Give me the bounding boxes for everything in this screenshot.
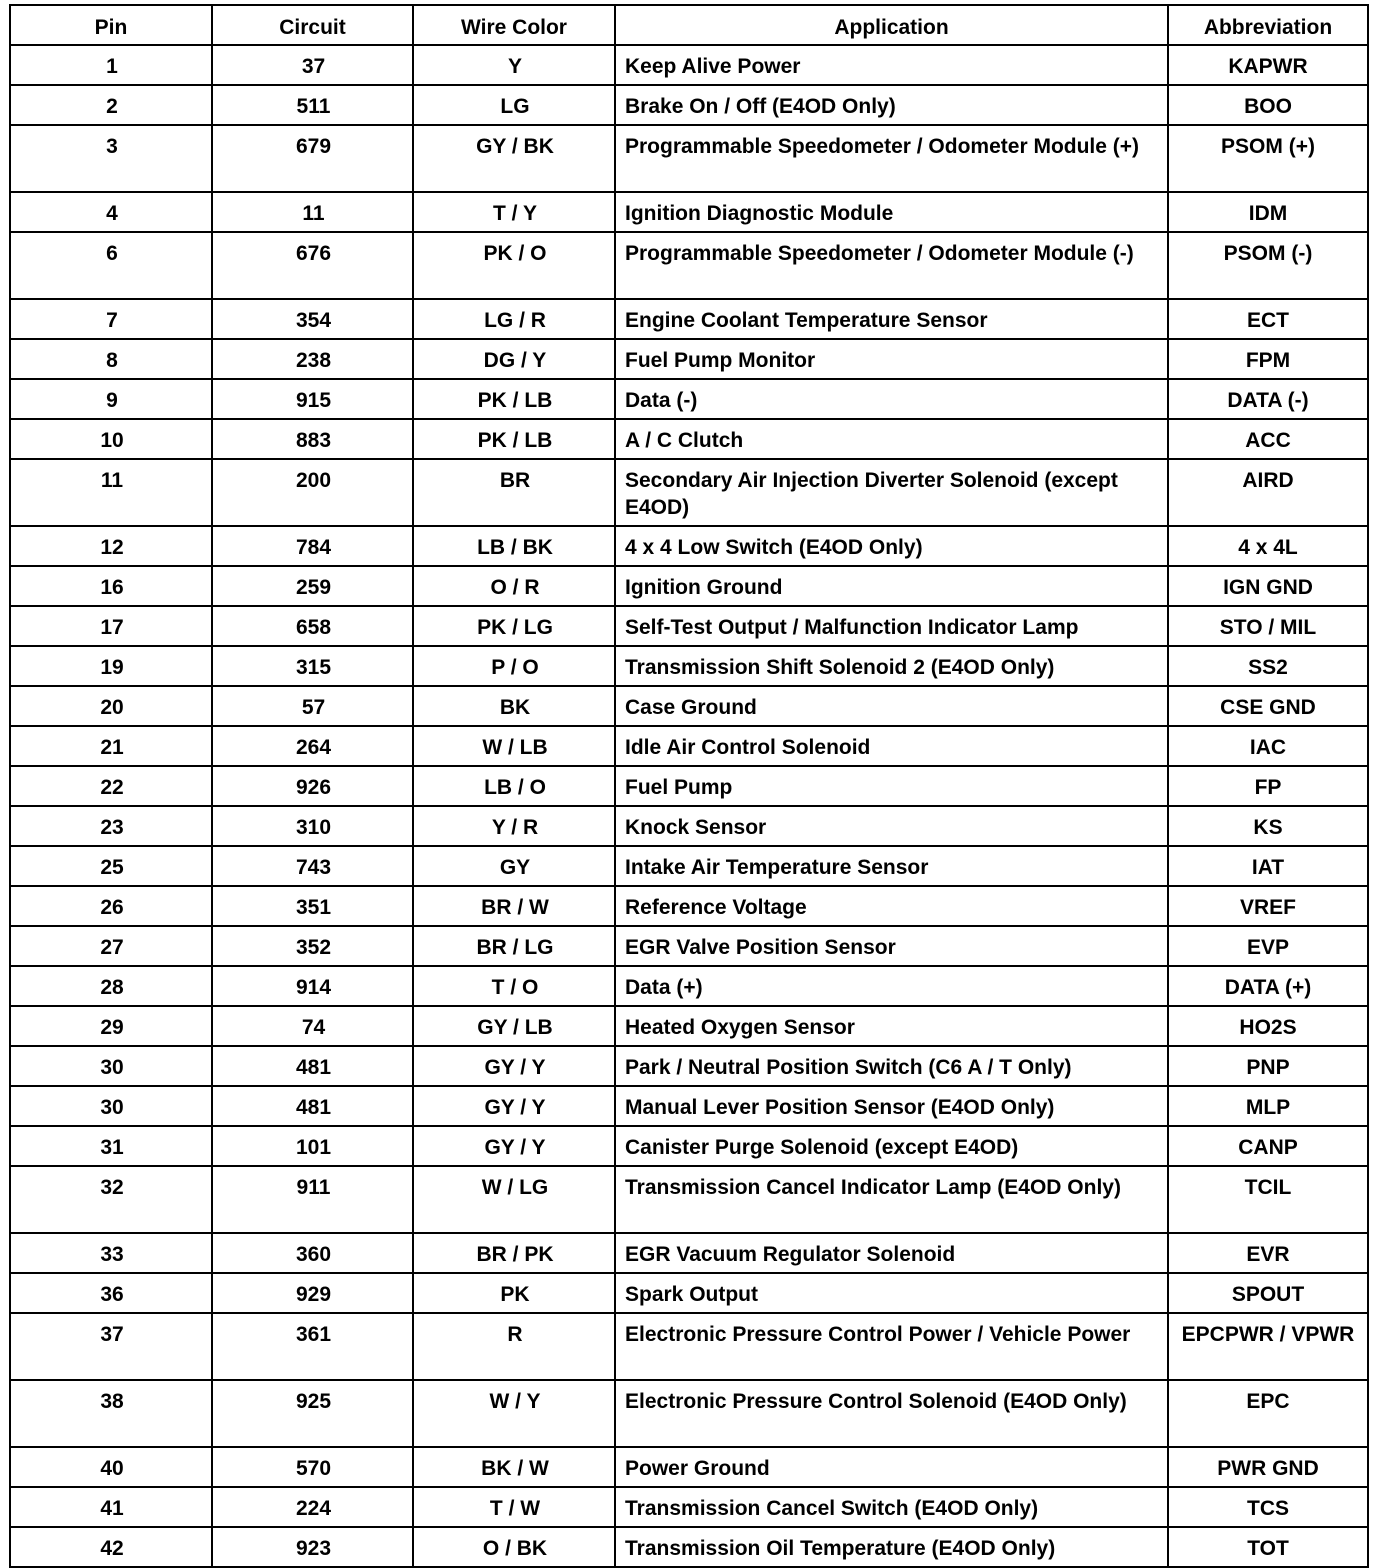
table-row [10, 1086, 1368, 1126]
wire-color-cell: PK / LG [413, 606, 615, 646]
wire-color-cell: GY / Y [413, 1126, 615, 1166]
wire-color-cell: PK / LB [413, 419, 615, 459]
circuit-cell: 926 [212, 766, 413, 806]
application-cell: Ignition Diagnostic Module [615, 192, 1168, 232]
table-row [10, 1313, 1368, 1380]
wire-color-cell: P / O [413, 646, 615, 686]
application-cell: Case Ground [615, 686, 1168, 726]
table-row [10, 1380, 1368, 1447]
application-cell: Secondary Air Injection Diverter Solenoid (except E4OD) [615, 459, 1168, 526]
circuit-cell: 57 [212, 686, 413, 726]
circuit-cell: 200 [212, 459, 413, 526]
table-row [10, 806, 1368, 846]
abbreviation-cell: EVR [1168, 1233, 1368, 1273]
application-cell: Transmission Cancel Indicator Lamp (E4OD Only) [615, 1166, 1168, 1233]
wire-color-cell: LB / O [413, 766, 615, 806]
wire-color-cell: GY / Y [413, 1046, 615, 1086]
abbreviation-cell: BOO [1168, 85, 1368, 125]
table-row [10, 1527, 1368, 1567]
wire-color-cell: LG / R [413, 299, 615, 339]
pin-cell: 29 [10, 1006, 212, 1046]
wire-color-cell: BK [413, 686, 615, 726]
circuit-cell: 310 [212, 806, 413, 846]
table-body [10, 45, 1368, 1567]
pin-cell: 33 [10, 1233, 212, 1273]
pin-cell: 40 [10, 1447, 212, 1487]
table-row [10, 526, 1368, 566]
application-cell: Programmable Speedometer / Odometer Module (+) [615, 125, 1168, 192]
table-row [10, 566, 1368, 606]
abbreviation-cell: EPC [1168, 1380, 1368, 1447]
application-cell: Idle Air Control Solenoid [615, 726, 1168, 766]
table-row [10, 85, 1368, 125]
pin-cell: 9 [10, 379, 212, 419]
pin-cell: 20 [10, 686, 212, 726]
abbreviation-cell: IAT [1168, 846, 1368, 886]
circuit-cell: 360 [212, 1233, 413, 1273]
application-cell: Spark Output [615, 1273, 1168, 1313]
circuit-cell: 315 [212, 646, 413, 686]
abbreviation-cell: KS [1168, 806, 1368, 846]
pin-cell: 38 [10, 1380, 212, 1447]
circuit-cell: 361 [212, 1313, 413, 1380]
circuit-cell: 570 [212, 1447, 413, 1487]
pin-cell: 16 [10, 566, 212, 606]
wire-color-cell: BR / LG [413, 926, 615, 966]
wire-color-cell: T / Y [413, 192, 615, 232]
abbreviation-cell: DATA (-) [1168, 379, 1368, 419]
pin-cell: 11 [10, 459, 212, 526]
wire-color-cell: BR / PK [413, 1233, 615, 1273]
circuit-cell: 101 [212, 1126, 413, 1166]
table-row [10, 299, 1368, 339]
pin-cell: 22 [10, 766, 212, 806]
table-row [10, 192, 1368, 232]
pin-cell: 12 [10, 526, 212, 566]
circuit-cell: 923 [212, 1527, 413, 1567]
pin-cell: 17 [10, 606, 212, 646]
circuit-cell: 74 [212, 1006, 413, 1046]
table-row [10, 125, 1368, 192]
table-row [10, 886, 1368, 926]
application-cell: Fuel Pump [615, 766, 1168, 806]
circuit-cell: 929 [212, 1273, 413, 1313]
abbreviation-cell: PNP [1168, 1046, 1368, 1086]
abbreviation-cell: TCIL [1168, 1166, 1368, 1233]
table-row [10, 1046, 1368, 1086]
table-row [10, 606, 1368, 646]
circuit-cell: 238 [212, 339, 413, 379]
abbreviation-cell: STO / MIL [1168, 606, 1368, 646]
pin-table [9, 4, 1369, 1568]
header-circuit: Circuit [212, 5, 413, 45]
circuit-cell: 676 [212, 232, 413, 299]
wire-color-cell: GY / LB [413, 1006, 615, 1046]
application-cell: Programmable Speedometer / Odometer Module (-) [615, 232, 1168, 299]
application-cell: A / C Clutch [615, 419, 1168, 459]
wire-color-cell: BR / W [413, 886, 615, 926]
header-pin: Pin [10, 5, 212, 45]
circuit-cell: 883 [212, 419, 413, 459]
table-row [10, 339, 1368, 379]
abbreviation-cell: FPM [1168, 339, 1368, 379]
pin-cell: 30 [10, 1046, 212, 1086]
circuit-cell: 264 [212, 726, 413, 766]
application-cell: Data (+) [615, 966, 1168, 1006]
wire-color-cell: PK [413, 1273, 615, 1313]
application-cell: Keep Alive Power [615, 45, 1168, 85]
pin-cell: 4 [10, 192, 212, 232]
abbreviation-cell: TOT [1168, 1527, 1368, 1567]
wire-color-cell: LG [413, 85, 615, 125]
application-cell: Knock Sensor [615, 806, 1168, 846]
wire-color-cell: T / W [413, 1487, 615, 1527]
circuit-cell: 915 [212, 379, 413, 419]
abbreviation-cell: ACC [1168, 419, 1368, 459]
table-row [10, 1273, 1368, 1313]
circuit-cell: 351 [212, 886, 413, 926]
circuit-cell: 679 [212, 125, 413, 192]
wire-color-cell: BK / W [413, 1447, 615, 1487]
table-row [10, 1166, 1368, 1233]
application-cell: Reference Voltage [615, 886, 1168, 926]
wire-color-cell: T / O [413, 966, 615, 1006]
wire-color-cell: DG / Y [413, 339, 615, 379]
pin-cell: 19 [10, 646, 212, 686]
wire-color-cell: W / Y [413, 1380, 615, 1447]
table-row [10, 419, 1368, 459]
application-cell: Data (-) [615, 379, 1168, 419]
pin-cell: 23 [10, 806, 212, 846]
circuit-cell: 11 [212, 192, 413, 232]
abbreviation-cell: PWR GND [1168, 1447, 1368, 1487]
pin-cell: 7 [10, 299, 212, 339]
application-cell: Brake On / Off (E4OD Only) [615, 85, 1168, 125]
abbreviation-cell: VREF [1168, 886, 1368, 926]
pin-cell: 10 [10, 419, 212, 459]
pin-cell: 26 [10, 886, 212, 926]
abbreviation-cell: IDM [1168, 192, 1368, 232]
pin-cell: 36 [10, 1273, 212, 1313]
application-cell: Manual Lever Position Sensor (E4OD Only) [615, 1086, 1168, 1126]
abbreviation-cell: FP [1168, 766, 1368, 806]
application-cell: Transmission Oil Temperature (E4OD Only) [615, 1527, 1168, 1567]
abbreviation-cell: HO2S [1168, 1006, 1368, 1046]
header-row [10, 5, 1368, 45]
circuit-cell: 925 [212, 1380, 413, 1447]
wire-color-cell: GY / Y [413, 1086, 615, 1126]
table-row [10, 1006, 1368, 1046]
abbreviation-cell: AIRD [1168, 459, 1368, 526]
application-cell: Power Ground [615, 1447, 1168, 1487]
table-row [10, 766, 1368, 806]
pin-cell: 8 [10, 339, 212, 379]
circuit-cell: 914 [212, 966, 413, 1006]
pin-cell: 1 [10, 45, 212, 85]
circuit-cell: 481 [212, 1046, 413, 1086]
table-row [10, 232, 1368, 299]
application-cell: Park / Neutral Position Switch (C6 A / T Only) [615, 1046, 1168, 1086]
abbreviation-cell: EVP [1168, 926, 1368, 966]
pin-cell: 30 [10, 1086, 212, 1126]
wire-color-cell: GY [413, 846, 615, 886]
header-wire-color: Wire Color [413, 5, 615, 45]
table-row [10, 1487, 1368, 1527]
header-abbreviation: Abbreviation [1168, 5, 1368, 45]
application-cell: Ignition Ground [615, 566, 1168, 606]
abbreviation-cell: SS2 [1168, 646, 1368, 686]
application-cell: Transmission Cancel Switch (E4OD Only) [615, 1487, 1168, 1527]
application-cell: Canister Purge Solenoid (except E4OD) [615, 1126, 1168, 1166]
abbreviation-cell: PSOM (+) [1168, 125, 1368, 192]
abbreviation-cell: 4 x 4L [1168, 526, 1368, 566]
application-cell: Intake Air Temperature Sensor [615, 846, 1168, 886]
application-cell: Fuel Pump Monitor [615, 339, 1168, 379]
pin-cell: 27 [10, 926, 212, 966]
pin-cell: 21 [10, 726, 212, 766]
pin-cell: 42 [10, 1527, 212, 1567]
circuit-cell: 37 [212, 45, 413, 85]
circuit-cell: 259 [212, 566, 413, 606]
application-cell: 4 x 4 Low Switch (E4OD Only) [615, 526, 1168, 566]
table-row [10, 1233, 1368, 1273]
abbreviation-cell: PSOM (-) [1168, 232, 1368, 299]
wire-color-cell: R [413, 1313, 615, 1380]
table-row [10, 726, 1368, 766]
wire-color-cell: LB / BK [413, 526, 615, 566]
application-cell: Electronic Pressure Control Solenoid (E4OD Only) [615, 1380, 1168, 1447]
table-row [10, 646, 1368, 686]
abbreviation-cell: IGN GND [1168, 566, 1368, 606]
circuit-cell: 658 [212, 606, 413, 646]
wire-color-cell: PK / O [413, 232, 615, 299]
wire-color-cell: O / BK [413, 1527, 615, 1567]
header-application: Application [615, 5, 1168, 45]
application-cell: EGR Vacuum Regulator Solenoid [615, 1233, 1168, 1273]
circuit-cell: 911 [212, 1166, 413, 1233]
pin-cell: 25 [10, 846, 212, 886]
circuit-cell: 352 [212, 926, 413, 966]
circuit-cell: 224 [212, 1487, 413, 1527]
pin-cell: 28 [10, 966, 212, 1006]
abbreviation-cell: SPOUT [1168, 1273, 1368, 1313]
table-row [10, 1126, 1368, 1166]
abbreviation-cell: ECT [1168, 299, 1368, 339]
pin-cell: 41 [10, 1487, 212, 1527]
table-row [10, 459, 1368, 526]
table-row [10, 966, 1368, 1006]
abbreviation-cell: KAPWR [1168, 45, 1368, 85]
wire-color-cell: O / R [413, 566, 615, 606]
wire-color-cell: BR [413, 459, 615, 526]
application-cell: Electronic Pressure Control Power / Vehicle Power [615, 1313, 1168, 1380]
abbreviation-cell: CSE GND [1168, 686, 1368, 726]
circuit-cell: 743 [212, 846, 413, 886]
abbreviation-cell: EPCPWR / VPWR [1168, 1313, 1368, 1380]
circuit-cell: 481 [212, 1086, 413, 1126]
abbreviation-cell: CANP [1168, 1126, 1368, 1166]
wire-color-cell: Y [413, 45, 615, 85]
table-row [10, 1447, 1368, 1487]
wire-color-cell: W / LB [413, 726, 615, 766]
pin-cell: 37 [10, 1313, 212, 1380]
pin-cell: 2 [10, 85, 212, 125]
application-cell: Engine Coolant Temperature Sensor [615, 299, 1168, 339]
abbreviation-cell: DATA (+) [1168, 966, 1368, 1006]
abbreviation-cell: TCS [1168, 1487, 1368, 1527]
table-row [10, 686, 1368, 726]
pin-cell: 31 [10, 1126, 212, 1166]
table-row [10, 379, 1368, 419]
pin-cell: 6 [10, 232, 212, 299]
table-row [10, 846, 1368, 886]
application-cell: Transmission Shift Solenoid 2 (E4OD Only) [615, 646, 1168, 686]
application-cell: Self-Test Output / Malfunction Indicator Lamp [615, 606, 1168, 646]
pin-cell: 32 [10, 1166, 212, 1233]
wire-color-cell: GY / BK [413, 125, 615, 192]
application-cell: EGR Valve Position Sensor [615, 926, 1168, 966]
wire-color-cell: PK / LB [413, 379, 615, 419]
abbreviation-cell: MLP [1168, 1086, 1368, 1126]
application-cell: Heated Oxygen Sensor [615, 1006, 1168, 1046]
abbreviation-cell: IAC [1168, 726, 1368, 766]
circuit-cell: 511 [212, 85, 413, 125]
pin-cell: 3 [10, 125, 212, 192]
table-row [10, 45, 1368, 85]
circuit-cell: 354 [212, 299, 413, 339]
circuit-cell: 784 [212, 526, 413, 566]
wire-color-cell: Y / R [413, 806, 615, 846]
wire-color-cell: W / LG [413, 1166, 615, 1233]
table-row [10, 926, 1368, 966]
